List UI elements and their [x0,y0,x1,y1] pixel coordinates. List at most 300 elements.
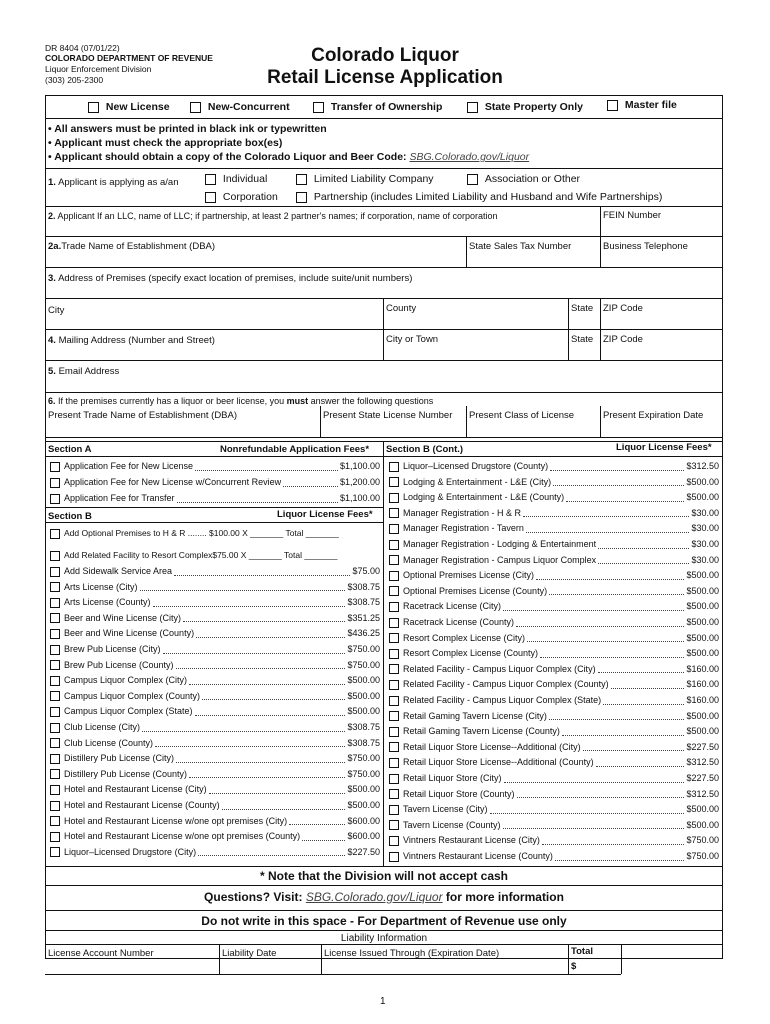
fee-name: Manager Registration - Tavern [403,523,524,534]
checkbox[interactable] [50,462,60,472]
fee-row[interactable] [50,582,380,593]
questions-line: Questions? Visit: SBG.Colorado.gov/Liquor for more information [204,890,564,904]
fee-name: Campus Liquor Complex (State) [64,706,193,717]
fee-name: Distillery Pub License (City) [64,753,175,764]
fee-amount: $500.00 [686,585,719,596]
checkbox[interactable] [389,555,399,565]
fee-amount: $160.00 [686,695,719,705]
dot-leader [526,525,690,533]
fee-amount: $750.00 [686,835,719,846]
checkbox[interactable] [467,102,478,113]
fee-row[interactable] [389,539,719,550]
dot-leader [195,708,346,716]
liability-date-label: Liability Date [222,948,277,959]
dot-leader [536,572,684,580]
fee-name: Retail Liquor Store License--Additional (County) [403,757,594,768]
license-issued-label: License Issued Through (Expiration Date) [324,948,500,959]
checkbox[interactable] [389,633,399,643]
department-name: COLORADO DEPARTMENT OF REVENUE [45,53,213,63]
fee-amount: $30.00 [691,523,719,534]
fee-amount: $500.00 [347,675,380,686]
fee-amount: $500.00 [686,804,719,815]
fee-name: Related Facility - Campus Liquor Complex (County) [403,679,609,690]
checkbox[interactable] [50,691,60,701]
checkbox[interactable] [389,602,399,612]
fee-name: Campus Liquor Complex (City) [64,675,188,686]
fee-amount: $500.00 [347,690,380,701]
dot-leader [566,494,684,502]
fee-name: Retail Gaming Tavern License (County) [403,726,560,737]
fee-amount: $500.00 [686,617,719,627]
fee-row[interactable] [389,617,719,628]
dot-leader [542,837,685,845]
fee-row[interactable] [50,597,380,608]
q3-county-label: County [386,303,417,314]
checkbox[interactable] [50,613,60,623]
fee-amount: $312.50 [686,757,719,768]
dot-leader [553,478,684,486]
dot-leader [549,587,684,595]
fee-row[interactable] [389,679,719,690]
fee-name: Application Fee for New License [64,461,194,471]
fee-amount: $227.50 [686,741,719,752]
fee-amount: $308.75 [347,737,380,748]
q1-label: 1. Applicant is applying as a/an [48,177,179,188]
checkbox[interactable] [50,551,60,561]
fee-name: Resort Complex License (City) [403,632,526,643]
fee-name: Retail Liquor Store License--Additional (City) [403,741,581,752]
fee-amount: $600.00 [347,815,380,826]
checkbox[interactable] [389,836,399,846]
fee-name: Manager Registration - Campus Liquor Complex [403,554,597,565]
q2a-label: 2a.Trade Name of Establishment (DBA) [48,241,216,252]
checkbox[interactable] [296,192,307,203]
fee-amount: $160.00 [686,679,719,690]
fee-name: Lodging & Entertainment - L&E (City) [403,476,552,487]
fee-row[interactable] [50,847,380,858]
fee-amount: $227.50 [347,846,380,857]
fee-row[interactable] [50,722,380,733]
dot-leader [555,853,685,861]
fee-name: Distillery Pub License (County) [64,768,188,779]
fee-row[interactable] [50,706,380,717]
fee-row[interactable] [50,816,380,827]
fee-row[interactable] [50,800,380,811]
liability-info-title: Liability Information [340,933,428,944]
fee-row[interactable] [50,493,380,504]
dot-leader [503,603,684,611]
checkbox[interactable] [50,529,60,539]
checkbox[interactable] [88,102,99,113]
fee-name: Hotel and Restaurant License (County) [64,800,220,810]
dor-only-line: Do not write in this space - For Department of Revenue use only [201,914,567,928]
dot-leader [176,661,346,669]
fee-amount: $1,100.00 [339,493,380,503]
checkbox[interactable] [389,696,399,706]
fee-amount: $312.50 [686,461,719,471]
fee-amount: $312.50 [686,788,719,799]
fee-amount: $500.00 [686,632,719,643]
dot-leader [583,743,685,751]
dot-leader [549,712,685,720]
section-b-fees-title: Liquor License Fees* [277,509,373,520]
fee-amount: $500.00 [347,784,380,795]
fee-amount: $500.00 [686,710,719,721]
fee-name: Manager Registration - H & R [403,507,522,518]
fee-row[interactable] [50,477,380,488]
fee-name: Retail Gaming Tavern License (City) [403,710,547,721]
dot-leader [189,677,345,685]
fee-row[interactable] [389,492,719,503]
fee-name: Optional Premises License (County) [403,585,548,596]
fee-name: Tavern License (City) [403,804,488,815]
fee-amount: $750.00 [347,659,380,670]
code-link[interactable]: SBG.Colorado.gov/Liquor [409,151,530,163]
fee-name: Liquor–Licensed Drugstore (City) [64,846,197,857]
checkbox[interactable] [389,774,399,784]
checkbox[interactable] [50,707,60,717]
fee-row[interactable] [389,648,719,659]
q5-label: 5. Email Address [48,366,120,377]
fee-amount: $436.25 [347,628,380,639]
fee-row[interactable] [50,644,380,655]
dot-leader [596,759,685,767]
fee-row[interactable] [389,461,719,472]
fee-amount: $750.00 [686,851,719,861]
fee-name: Retail Liquor Store (County) [403,788,515,799]
fee-amount: $500.00 [347,800,380,810]
fee-row[interactable] [50,691,380,702]
checkbox[interactable] [205,192,216,203]
checkbox[interactable] [389,540,399,550]
checkbox[interactable] [50,645,60,655]
fee-row[interactable] [389,820,719,831]
fee-name: Application Fee for Transfer [64,493,175,503]
fee-amount: $308.75 [347,722,380,732]
fee-row[interactable] [50,831,380,842]
section-b-cont-fees-title: Liquor License Fees* [616,442,712,453]
checkbox[interactable] [389,462,399,472]
checkbox[interactable] [50,785,60,795]
fee-row[interactable] [50,753,380,764]
fee-row[interactable] [50,628,380,639]
dot-leader [153,599,346,607]
fee-name: Hotel and Restaurant License w/one opt premises (County) [64,831,301,842]
q6-label: 6. If the premises currently has a liquor or beer license, you must answer the following questions [48,396,434,406]
checkbox[interactable] [389,618,399,628]
checkbox[interactable] [50,769,60,779]
dot-leader [503,821,685,829]
q3-label: 3. Address of Premises (specify exact location of premises, include suite/unit numbers) [48,273,413,284]
q3-city-label: City [48,305,65,316]
fee-name: Resort Complex License (County) [403,648,539,659]
dot-leader [289,817,345,825]
fee-row[interactable] [389,586,719,597]
q6-present-exp: Present Expiration Date [603,410,704,421]
fee-amount: $227.50 [686,773,719,783]
q6-present-state: Present State License Number [323,410,453,421]
fee-row[interactable] [389,789,719,800]
q2a-tax-label: State Sales Tax Number [469,241,572,252]
fee-amount: $500.00 [686,476,719,487]
checkbox[interactable] [389,680,399,690]
dot-leader [283,479,338,487]
dot-leader [189,770,345,778]
q1-corporation[interactable]: Corporation [205,192,278,203]
fee-row[interactable] [389,804,719,815]
dot-leader [603,697,684,705]
q2-label: 2. Applicant If an LLC, name of LLC; if partnership, at least 2 partner's names; if corporation, name of corporation [48,211,498,221]
q3-state-label: State [571,303,594,314]
fee-row[interactable] [389,570,719,581]
questions-link[interactable]: SBG.Colorado.gov/Liquor [305,890,443,904]
checkbox[interactable] [389,493,399,503]
form-number: DR 8404 (07/01/22) [45,43,120,53]
fee-name: Add Sidewalk Service Area [64,566,173,576]
fee-row[interactable] [389,508,719,519]
fee-amount: $500.00 [347,706,380,717]
fee-amount: $600.00 [347,831,380,842]
fee-row[interactable] [50,769,380,780]
dot-leader [183,614,345,622]
instruction-3: • Applicant should obtain a copy of the Colorado Liquor and Beer Code: SBG.Colorado.gov/Liquor [48,151,530,163]
checkbox[interactable] [389,664,399,674]
app-type-new-concurrent[interactable]: New-Concurrent [190,102,290,113]
q2-fein-label: FEIN Number [603,210,662,221]
fee-row[interactable] [389,664,719,675]
dot-leader [611,681,685,689]
checkbox[interactable] [467,174,478,185]
dot-leader [222,802,346,810]
checkbox[interactable] [50,567,60,577]
fee-name: Optional Premises License (City) [403,570,535,581]
fee-name: Club License (County) [64,737,154,748]
cash-note: * Note that the Division will not accept cash [259,869,509,883]
checkbox[interactable] [607,100,618,111]
fee-row[interactable] [389,633,719,644]
dot-leader [504,775,685,783]
app-type-new[interactable]: New License [88,102,170,113]
fee-amount: $500.00 [686,601,719,612]
dot-leader [598,665,685,673]
dot-leader [562,728,685,736]
dot-leader [517,790,685,798]
dot-leader [523,509,689,517]
checkbox[interactable] [50,832,60,842]
dot-leader [198,848,345,856]
fee-row[interactable] [389,555,719,566]
fee-amount: $75.00 [352,566,380,576]
dot-leader [598,556,689,564]
fee-amount: $500.00 [686,726,719,737]
fee-amount: $308.75 [347,581,380,592]
total-label: Total [571,946,593,957]
instruction-1: • All answers must be printed in black ink or typewritten [48,123,327,135]
checkbox[interactable] [205,174,216,185]
fee-name: Related Facility - Campus Liquor Complex (City) [403,663,596,674]
fee-row[interactable] [50,613,380,624]
dot-leader [142,724,345,732]
checkbox[interactable] [389,805,399,815]
q4-label: 4. Mailing Address (Number and Street) [48,335,215,346]
fee-row[interactable] [50,784,380,795]
checkbox[interactable] [389,727,399,737]
total-dollar: $ [571,961,577,972]
fee-row[interactable] [50,738,380,749]
q3-zip-label: ZIP Code [603,303,643,314]
checkbox[interactable] [389,508,399,518]
checkbox[interactable] [389,477,399,487]
q4-state-label: State [571,334,594,345]
instruction-2: • Applicant must check the appropriate box(es) [48,137,283,149]
checkbox[interactable] [296,174,307,185]
fee-name: Vintners Restaurant License (County) [403,851,553,861]
fee-row[interactable] [389,477,719,488]
checkbox[interactable] [50,478,60,488]
fee-row[interactable] [389,742,719,753]
dot-leader [176,755,345,763]
checkbox[interactable] [389,758,399,768]
fee-row[interactable] [389,695,719,706]
dot-leader [202,692,345,700]
fee-row[interactable] [389,757,719,768]
fee-name: Brew Pub License (City) [64,644,161,654]
q1-association[interactable]: Association or Other [467,174,580,185]
dot-leader [490,806,685,814]
fee-amount: $351.25 [347,612,380,623]
section-a-title: Section A [48,444,92,455]
fee-amount: $750.00 [347,768,380,779]
fee-row[interactable] [50,461,380,472]
checkbox[interactable] [389,571,399,581]
fee-name: Racetrack License (County) [403,617,515,627]
fee-name: Liquor–Licensed Drugstore (County) [403,461,549,471]
fee-name: Manager Registration - Lodging & Entertainment [403,539,597,549]
fee-row[interactable] [389,835,719,846]
fee-name: Arts License (City) [64,581,138,592]
checkbox[interactable] [50,816,60,826]
q4-zip-label: ZIP Code [603,334,643,345]
checkbox[interactable] [313,102,324,113]
fee-name: Brew Pub License (County) [64,659,174,670]
dot-leader [598,541,689,549]
dot-leader [177,495,338,503]
app-type-master-file[interactable]: Master file [607,100,677,111]
page-title-line2: Retail License Application [267,67,503,88]
checkbox[interactable] [50,723,60,733]
checkbox[interactable] [389,586,399,596]
q4-city-label: City or Town [386,334,439,345]
dot-leader [527,634,684,642]
fee-row[interactable] [389,726,719,737]
q1-llc[interactable]: Limited Liability Company [296,174,434,185]
dot-leader [163,646,346,654]
checkbox[interactable] [50,660,60,670]
dot-leader [140,583,346,591]
fee-row[interactable] [389,601,719,612]
fee-name: Racetrack License (City) [403,601,502,612]
checkbox[interactable] [190,102,201,113]
fee-name: Retail Liquor Store (City) [403,773,502,783]
page-title-line1: Colorado Liquor [311,45,459,66]
dot-leader [155,739,345,747]
fee-amount: $30.00 [691,507,719,518]
dot-leader [209,786,346,794]
section-b-cont-title: Section B (Cont.) [386,444,464,455]
fee-name: Related Facility - Campus Liquor Complex (State) [403,695,602,705]
fee-name: Beer and Wine License (County) [64,628,195,639]
related-facility-row[interactable]: Add Related Facility to Resort Complex$75.00 X _______ Total _______ [50,550,380,561]
fee-amount: $1,100.00 [339,461,380,471]
checkbox[interactable] [389,852,399,862]
phone-number: (303) 205-2300 [45,75,104,85]
q1-individual[interactable]: Individual [205,174,267,185]
fee-row[interactable] [50,566,380,577]
fee-name: Vintners Restaurant License (City) [403,835,540,846]
dot-leader [196,630,345,638]
checkbox[interactable] [50,801,60,811]
fee-row[interactable] [50,660,380,671]
fee-name: Hotel and Restaurant License (City) [64,784,207,795]
q6-present-class: Present Class of License [469,410,575,421]
checkbox[interactable] [50,738,60,748]
dot-leader [540,650,684,658]
fee-row[interactable] [389,851,719,862]
checkbox[interactable] [389,711,399,721]
checkbox[interactable] [50,676,60,686]
checkbox[interactable] [50,598,60,608]
checkbox[interactable] [389,742,399,752]
checkbox[interactable] [50,494,60,504]
fee-name: Arts License (County) [64,597,151,608]
fee-row[interactable] [389,773,719,784]
app-type-state-property[interactable]: State Property Only [467,102,583,113]
checkbox[interactable] [389,649,399,659]
section-a-fees-title: Nonrefundable Application Fees* [220,444,370,455]
fee-name: Club License (City) [64,722,141,732]
fee-amount: $308.75 [347,597,380,608]
fee-name: Campus Liquor Complex (County) [64,690,201,701]
checkbox[interactable] [389,524,399,534]
fee-amount: $500.00 [686,819,719,830]
division-name: Liquor Enforcement Division [45,64,152,74]
checkbox[interactable] [50,754,60,764]
fee-row[interactable] [389,523,719,534]
q1-partnership[interactable]: Partnership (includes Limited Liability and Husband and Wife Partnerships) [296,192,662,203]
fee-name: Lodging & Entertainment - L&E (County) [403,492,565,503]
fee-name: Hotel and Restaurant License w/one opt premises (City) [64,815,288,826]
checkbox[interactable] [50,582,60,592]
fee-name: Application Fee for New License w/Concurrent Review [64,477,282,487]
checkbox[interactable] [50,629,60,639]
checkbox[interactable] [50,847,60,857]
fee-row[interactable] [50,675,380,686]
fee-amount: $500.00 [686,648,719,659]
q6-present-trade: Present Trade Name of Establishment (DBA) [48,410,238,421]
checkbox[interactable] [389,820,399,830]
fee-amount: $500.00 [686,492,719,503]
dot-leader [195,463,338,471]
dot-leader [174,568,350,576]
checkbox[interactable] [389,789,399,799]
page-number: 1 [380,996,386,1007]
fee-row[interactable] [389,711,719,722]
app-type-transfer[interactable]: Transfer of Ownership [313,102,442,113]
fee-amount: $500.00 [686,570,719,581]
fee-amount: $750.00 [347,753,380,764]
optional-premises-row[interactable]: Add Optional Premises to H & R ........ $100.00 X _______ Total _______ [50,528,380,539]
fee-amount: $1,200.00 [339,477,380,487]
